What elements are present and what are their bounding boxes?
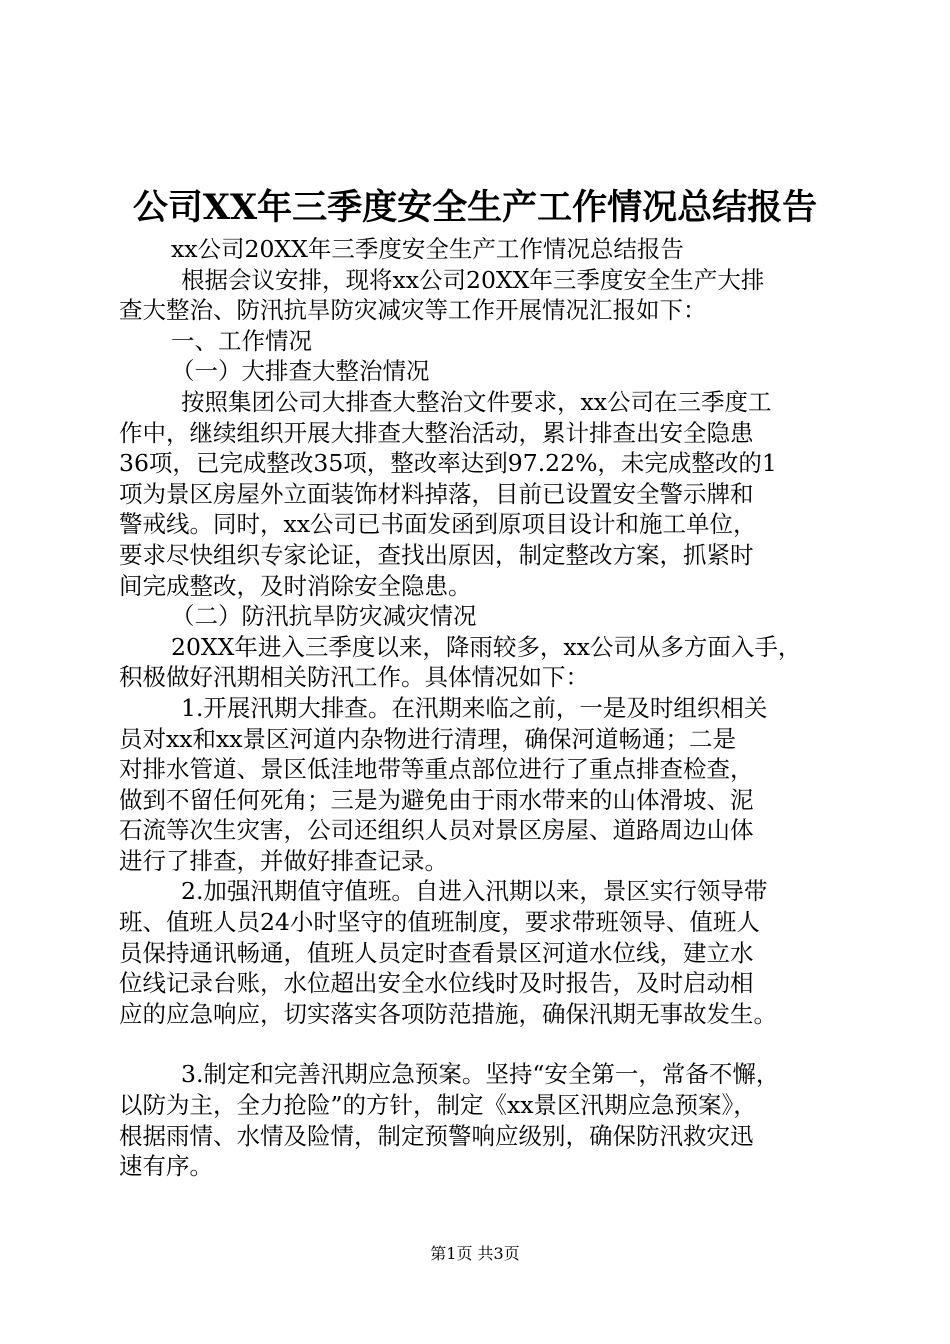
paragraph-line: 警戒线。同时，xx公司已书面发函到原项目设计和施工单位， xyxy=(119,510,757,539)
paragraph-line: 根据会议安排，现将xx公司20XX年三季度安全生产大排 xyxy=(181,265,765,294)
paragraph-line: 以防为主，全力抢险”的方针，制定《xx景区汛期应急预案》， xyxy=(119,1091,757,1120)
section-heading: 一、工作情况 xyxy=(171,326,312,355)
paragraph-line: 根据雨情、水情及险情，制定预警响应级别，确保防汛救灾迅 xyxy=(119,1121,754,1150)
paragraph-line: 1.开展汛期大排查。在汛期来临之前，一是及时组织相关 xyxy=(181,693,768,722)
paragraph-line: 36项，已完成整改35项，整改率达到97.22%，未完成整改的1 xyxy=(119,449,777,478)
paragraph-line: 按照集团公司大排查大整治文件要求，xx公司在三季度工 xyxy=(181,387,772,416)
subsection-heading: （二）防汛抗旱防灾减灾情况 xyxy=(171,602,477,631)
page-footer: 第1页 共3页 xyxy=(430,1244,520,1263)
page-title: 公司XX年三季度安全生产工作情况总结报告 xyxy=(132,187,818,228)
paragraph-line: 作中，继续组织开展大排查大整治活动，累计排查出安全隐患 xyxy=(119,418,754,447)
subtitle-line: xx公司20XX年三季度安全生产工作情况总结报告 xyxy=(171,235,684,263)
paragraph-line: 员对xx和xx景区河道内杂物进行清理，确保河道畅通；二是 xyxy=(119,724,737,753)
paragraph-line: 对排水管道、景区低洼地带等重点部位进行了重点排查检查， xyxy=(119,755,754,784)
paragraph-line: 积极做好汛期相关防汛工作。具体情况如下： xyxy=(119,663,589,692)
paragraph-line: 20XX年进入三季度以来，降雨较多，xx公司从多方面入手， xyxy=(171,632,802,661)
paragraph-line: 应的应急响应，切实落实各项防范措施，确保汛期无事故发生。 xyxy=(119,999,777,1028)
paragraph-line: 3.制定和完善汛期应急预案。坚持“安全第一，常备不懈， xyxy=(181,1060,780,1089)
paragraph-line: 间完成整改，及时消除安全隐患。 xyxy=(119,571,472,600)
paragraph-line: 项为景区房屋外立面装饰材料掉落，目前已设置安全警示牌和 xyxy=(119,479,754,508)
paragraph-line: 速有序。 xyxy=(119,1152,213,1181)
paragraph-line: 查大整治、防汛抗旱防灾减灾等工作开展情况汇报如下： xyxy=(119,296,707,325)
paragraph-line: 做到不留任何死角；三是为避免由于雨水带来的山体滑坡、泥 xyxy=(119,785,754,814)
paragraph-line: 班、值班人员24小时坚守的值班制度，要求带班领导、值班人 xyxy=(119,908,760,937)
paragraph-line: 进行了排查，并做好排查记录。 xyxy=(119,846,448,875)
subsection-heading: （一）大排查大整治情况 xyxy=(171,357,430,386)
paragraph-line: 员保持通讯畅通，值班人员定时查看景区河道水位线，建立水 xyxy=(119,938,754,967)
document-body xyxy=(119,234,839,1182)
paragraph-line: 位线记录台账，水位超出安全水位线时及时报告，及时启动相 xyxy=(119,969,754,998)
paragraph-line: 石流等次生灾害，公司还组织人员对景区房屋、道路周边山体 xyxy=(119,816,754,845)
paragraph-line: 要求尽快组织专家论证，查找出原因，制定整改方案，抓紧时 xyxy=(119,540,754,569)
paragraph-line: 2.加强汛期值守值班。自进入汛期以来，景区实行领导带 xyxy=(181,877,768,906)
